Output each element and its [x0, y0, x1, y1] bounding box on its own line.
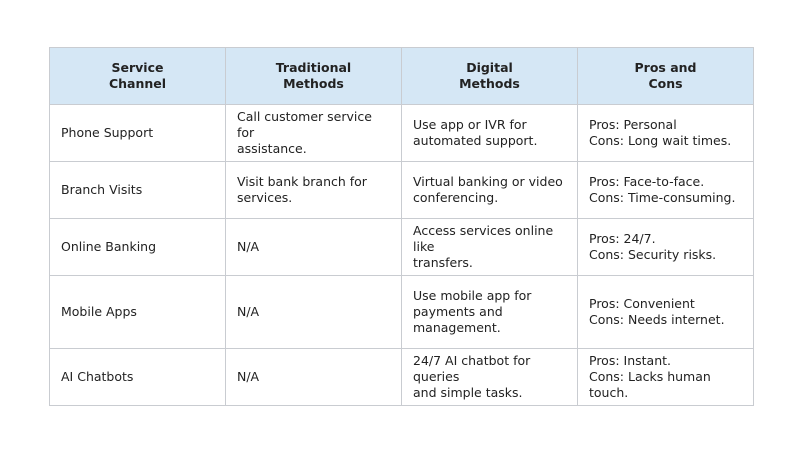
- pros-cons-cell: Pros: Instant. Cons: Lacks human touch.: [578, 349, 754, 406]
- table-row: [50, 276, 754, 349]
- table-row: [50, 349, 754, 406]
- digital-cell: 24/7 AI chatbot for queries and simple tasks.: [402, 349, 578, 406]
- traditional-cell: N/A: [226, 349, 402, 406]
- channel-cell: Mobile Apps: [50, 276, 226, 349]
- digital-cell: Access services online like transfers.: [402, 219, 578, 276]
- header-pros-and-cons: Pros and Cons: [578, 48, 754, 105]
- pros-cons-cell: Pros: Convenient Cons: Needs internet.: [578, 276, 754, 349]
- table-row: [50, 219, 754, 276]
- traditional-cell: N/A: [226, 219, 402, 276]
- header-service-channel: Service Channel: [50, 48, 226, 105]
- digital-cell: Use mobile app for payments and management.: [402, 276, 578, 349]
- traditional-cell: N/A: [226, 276, 402, 349]
- channel-cell: AI Chatbots: [50, 349, 226, 406]
- traditional-cell: Visit bank branch for services.: [226, 162, 402, 219]
- table-row: [50, 162, 754, 219]
- digital-cell: Virtual banking or video conferencing.: [402, 162, 578, 219]
- digital-cell: Use app or IVR for automated support.: [402, 105, 578, 162]
- channel-cell: Branch Visits: [50, 162, 226, 219]
- channel-cell: Online Banking: [50, 219, 226, 276]
- header-row: [50, 48, 754, 105]
- pros-cons-cell: Pros: Personal Cons: Long wait times.: [578, 105, 754, 162]
- table-row: [50, 105, 754, 162]
- service-channel-table: [49, 47, 754, 406]
- channel-cell: Phone Support: [50, 105, 226, 162]
- traditional-cell: Call customer service for assistance.: [226, 105, 402, 162]
- pros-cons-cell: Pros: 24/7. Cons: Security risks.: [578, 219, 754, 276]
- header-digital-methods: Digital Methods: [402, 48, 578, 105]
- header-traditional-methods: Traditional Methods: [226, 48, 402, 105]
- pros-cons-cell: Pros: Face-to-face. Cons: Time-consuming.: [578, 162, 754, 219]
